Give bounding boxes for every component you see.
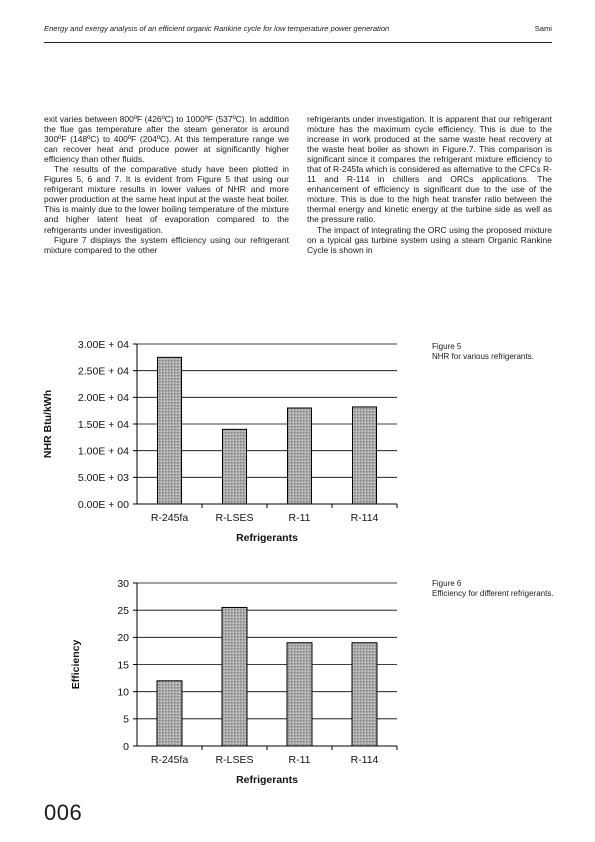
bar-r-245fa bbox=[158, 357, 182, 504]
x-tick-label: R-245fa bbox=[150, 754, 189, 766]
figure-6-caption-text: Efficiency for different refrigerants. bbox=[432, 589, 554, 599]
bar-r-lses bbox=[223, 429, 247, 504]
bar-r-245fa bbox=[157, 681, 182, 746]
paragraph: refrigerants under investigation. It is apparent that our refrigerant mixture has the maximum cycle efficiency. This is due to the increase in work produced at the same waste heat recovery at the waste heat boiler as shown in Figure.7. This comparison is significant since it compares the refrigerant mixture efficiency to that of R-245fa which is considered as alternative to the CFCs R-11 and R-114 in chillers and ORCs applications. The enhancement of efficiency is significant due to the use of the mixture. This is due to the high heat transfer ratio between the thermal energy and kinetic energy at the turbine side as well as the pressure ratio. bbox=[307, 114, 552, 225]
y-tick-label: 20 bbox=[117, 632, 129, 645]
header-rule bbox=[44, 42, 552, 43]
paragraph: The results of the comparative study have been plotted in Figures 5, 6 and 7. It is evident from Figure 5 that using our refrigerant mixture results in lower values of NHR and more power production at the same heat input at the waste heat boiler. This is mainly due to the lower boiling temperature of the mixture and higher latent heat of evaporation compared to the refrigerants under investigation. bbox=[44, 164, 289, 235]
y-tick-label: 15 bbox=[117, 659, 129, 672]
bar-r-11 bbox=[287, 643, 312, 746]
x-tick-label: R-114 bbox=[350, 754, 379, 766]
bar-r-lses bbox=[222, 607, 247, 746]
y-axis-title: Efficiency bbox=[70, 639, 82, 690]
x-tick-label: R-11 bbox=[288, 512, 311, 524]
x-tick-label: R-245fa bbox=[150, 512, 189, 524]
y-tick-label: 3.00E + 04 bbox=[77, 338, 129, 351]
x-tick-label: R-114 bbox=[350, 512, 379, 524]
y-axis-title: NHR Btu/kWh bbox=[42, 389, 54, 459]
y-tick-label: 5 bbox=[123, 713, 129, 726]
x-tick-label: R-LSES bbox=[215, 754, 254, 766]
y-tick-label: 2.50E + 04 bbox=[77, 365, 129, 378]
bar-r-11 bbox=[288, 408, 312, 504]
y-tick-label: 5.00E + 03 bbox=[77, 472, 129, 485]
y-tick-label: 10 bbox=[117, 686, 129, 699]
y-tick-label: 2.00E + 04 bbox=[77, 392, 129, 405]
paragraph: exit varies between 800ºF (426ºC) to 1000ºF (537ºC). In addition the flue gas temperature after the steam generator is around 300ºF (148ºC) to 400ºF (204ºC). At this temperature range we can recover heat and produce power at significantly higher efficiency than other fluids. bbox=[44, 114, 289, 165]
y-tick-label: 0 bbox=[123, 740, 129, 753]
body-column-right bbox=[307, 114, 552, 255]
x-axis-title: Refrigerants bbox=[236, 774, 298, 786]
x-axis-title: Refrigerants bbox=[236, 532, 298, 544]
y-tick-label: 1.50E + 04 bbox=[77, 418, 129, 431]
y-tick-label: 0.00E + 00 bbox=[77, 498, 129, 511]
figure-5-caption-text: NHR for various refrigerants. bbox=[432, 352, 534, 362]
bar-r-114 bbox=[352, 643, 377, 746]
bar-r-114 bbox=[353, 407, 377, 504]
y-tick-label: 1.00E + 04 bbox=[77, 445, 129, 458]
figure-5-label: Figure 5 bbox=[432, 342, 462, 351]
body-column-left bbox=[44, 114, 289, 255]
x-tick-label: R-11 bbox=[288, 754, 311, 766]
running-header bbox=[44, 24, 552, 33]
paragraph: Figure 7 displays the system efficiency using our refrigerant mixture compared to the other bbox=[44, 234, 289, 255]
y-tick-label: 30 bbox=[117, 577, 129, 590]
running-header-title: Energy and exergy analysis of an efficient organic Rankine cycle for low temperature power generation bbox=[44, 24, 390, 33]
page-number: 006 bbox=[44, 800, 83, 825]
x-tick-label: R-LSES bbox=[215, 512, 254, 524]
paragraph: The impact of integrating the ORC using the proposed mixture on a typical gas turbine system using a steam Organic Rankine Cycle is shown in bbox=[307, 224, 552, 255]
running-header-author: Sami bbox=[534, 24, 552, 33]
figure-5-caption bbox=[432, 342, 562, 362]
figure-6-caption bbox=[432, 579, 562, 599]
figure-6-label: Figure 6 bbox=[432, 579, 462, 588]
y-tick-label: 25 bbox=[117, 604, 129, 617]
